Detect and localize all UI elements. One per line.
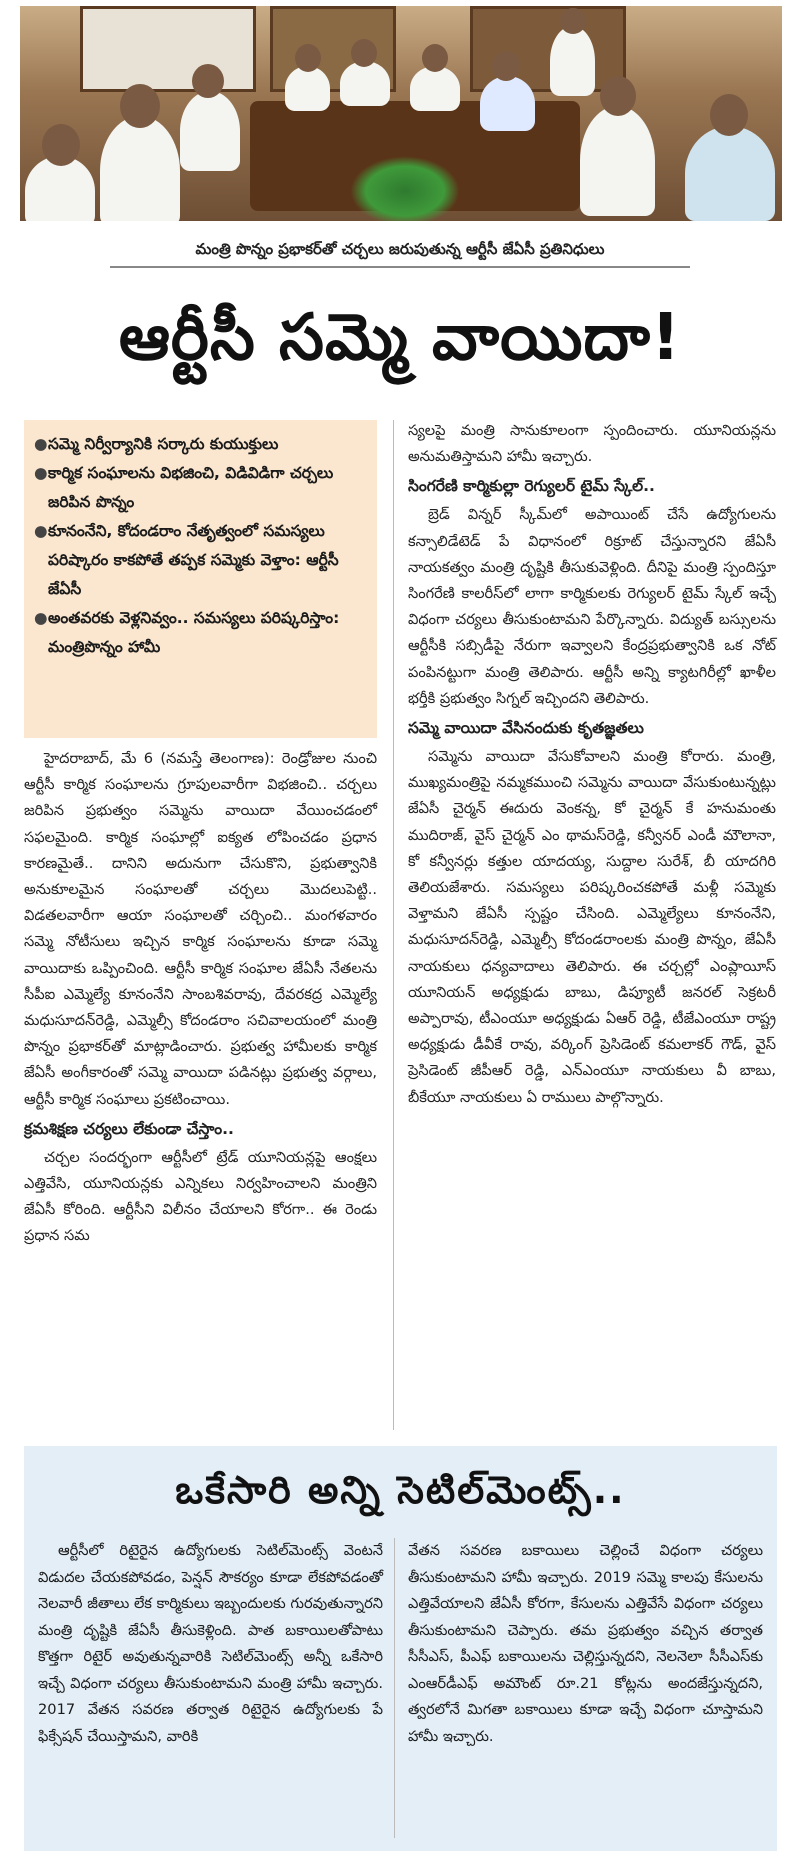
window-left: [80, 6, 256, 92]
person: [480, 76, 535, 131]
person: [285, 66, 330, 111]
highlight-item: ● కూనంనేని, కోదండరాం నేతృత్వంలో సమస్యలు పరిష్కారం కాకపోతే తప్పక సమ్మెకు వెళ్తాం: ఆర్టీసీ జేఏసీ: [34, 517, 367, 604]
left-column: [24, 746, 377, 1250]
person-head: [295, 44, 321, 72]
box-left-column: [38, 1538, 383, 1750]
highlight-item: ● అంతవరకు వెళ్లనివ్వం.. సమస్యలు పరిష్కరిస్తాం: మంత్రిపొన్నం హామీ: [34, 604, 367, 662]
bullet-icon: ●: [34, 609, 48, 627]
subheading: క్రమశిక్షణ చర్యలు లేకుండా చేస్తాం..: [24, 1119, 234, 1138]
person: [410, 66, 460, 111]
person-head: [351, 39, 377, 67]
person: [550, 26, 595, 96]
headline: ఆర్టీసీ సమ్మె వాయిదా!: [118, 301, 682, 375]
person-head: [600, 76, 636, 116]
paragraph: చర్చల సందర్భంగా ఆర్టీసీలో ట్రేడ్ యూనియన్లపై ఆంక్షలు ఎత్తివేసి, యూనియన్లకు ఎన్నికలు నిర్వహించాలని మంత్రిని జేఏసీ కోరింది. ఆర్టీసీని విలీనం చేయాలని కోరగా.. ఈ రెండు ప్రధాన సమ: [24, 1148, 377, 1245]
bullet-icon: ●: [34, 522, 48, 540]
column-divider: [393, 420, 394, 1430]
highlight-item: ● కార్మిక సంఘాలను విభజించి, విడివిడిగా చర్చలు జరిపిన పొన్నం: [34, 459, 367, 517]
highlights-box: [24, 420, 377, 738]
person-head: [710, 94, 748, 136]
meeting-photo: [20, 6, 782, 221]
bullet-icon: ●: [34, 435, 48, 453]
box-title: ఒకేసారి అన్ని సెటిల్‌మెంట్స్..: [175, 1468, 626, 1512]
person-head: [42, 124, 80, 166]
person-head: [560, 8, 586, 34]
right-column: [408, 418, 776, 1111]
subheading: సింగరేణి కార్మికుల్లా రెగ్యులర్ టైమ్ స్కేల్..: [408, 477, 655, 496]
plant: [350, 156, 460, 221]
dateline-paragraph: హైదరాబాద్, మే 6 (నమస్తే తెలంగాణ): రెండ్రోజుల నుంచి ఆర్టీసీ కార్మిక సంఘాలను గ్రూపులవారీగా విభజించి.. చర్చలు జరిపిన ప్రభుత్వం సమ్మెను వాయిదా వేయించడంలో సఫలమైంది. కార్మిక సంఘాల్లో ఐక్యత లోపించడం ప్రధాన కారణమైతే.. దానిని అదునుగా చేసుకొని, ప్రభుత్వానికి అనుకూలమైన సంఘాలతో చర్చలు మొదలుపెట్టి.. విడతలవారీగా ఆయా సంఘాలతో చర్చించి.. మంగళవారం సమ్మె నోటీసులు ఇచ్చిన కార్మిక సంఘాలను కూడా సమ్మె వాయిదాకు ఒప్పించింది. ఆర్టీసీ కార్మిక సంఘాల జేఏసీ నేతలను సీపీఐ ఎమ్మెల్యే కూనంనేని సాంబశివరావు, దేవరకద్ర ఎమ్మెల్యే మధుసూదన్‌రెడ్డి, ఎమ్మెల్సీ కోదండరాం సచివాలయంలో మంత్రి పొన్నం ప్రభాకర్‌తో మాట్లాడించారు. ప్రభుత్వ హామీలకు కార్మిక జేఏసీ అంగీకారంతో సమ్మె వాయిదా పడినట్లు ప్రభుత్వ వర్గాలు, ఆర్టీసీ కార్మిక సంఘాలు ప్రకటించాయి.: [24, 750, 377, 1108]
paragraph: వేతన సవరణ బకాయిలు చెల్లించే విధంగా చర్యలు తీసుకుంటామని హామీ ఇచ్చారు. 2019 సమ్మె కాలపు కేసులను ఎత్తివేయాలని జేఏసీ కోరగా, కేసులను ఎత్తివేసే విధంగా చర్యలు తీసుకుంటామని చెప్పారు. తమ ప్రభుత్వం వచ్చిన తర్వాత సీసీఎస్, పీఎఫ్ బకాయిలను చెల్లిస్తున్నదని, నెలనెలా సీసీఎస్‌కు ఎంఆర్‌డీఎఫ్ అమౌంట్ రూ.21 కోట్లను అందజేస్తున్నదని, త్వరలోనే మిగతా బకాయిలు కూడా ఇచ్చే విధంగా చూస్తామని హామీ ఇచ్చారు.: [408, 1542, 763, 1745]
paragraph: సమ్మెను వాయిదా వేసుకోవాలని మంత్రి కోరారు. మంత్రి, ముఖ్యమంత్రిపై నమ్మకముంచి సమ్మెను వాయిదా వేసుకుంటున్నట్లు జేఏసీ చైర్మన్ ఈదురు వెంకన్న, కో చైర్మన్ కే హనుమంతు ముదిరాజ్, వైస్ చైర్మన్ ఎం థామస్‌రెడ్డి, కన్వీనర్ ఎండీ మౌలానా, కో కన్వీనర్లు కత్తుల యాదయ్య, సుద్దాల సురేశ్, బీ యాదగిరి తెలియజేశారు. సమస్యలు పరిష్కరించకపోతే మళ్లీ సమ్మెకు వెళ్తామని జేఏసీ స్పష్టం చేసింది. ఎమ్మెల్యేలు కూనంనేని, మధుసూదన్‌రెడ్డి, ఎమ్మెల్సీ కోదండరాంలకు మంత్రి పొన్నం, జేఏసీ నాయకులు ధన్యవాదాలు తెలిపారు. ఈ చర్చల్లో ఎంప్లాయీస్ యూనియన్ అధ్యక్షుడు బాబు, డిప్యూటీ జనరల్ సెక్రటరీ అప్పారావు, టీఎంయూ అధ్యక్షుడు ఏఆర్ రెడ్డి, టీజేఎంయూ రాష్ట్ర అధ్యక్షుడు డీవీకే రావు, వర్కింగ్ ప్రెసిడెంట్ కమలాకర్ గౌడ్, వైస్ ప్రెసిడెంట్ జీపీఆర్ రెడ్డి, ఎన్ఎంయూ నాయకులు వీ బాబు, బీకేయూ నాయకులు ఏ రాములు పాల్గొన్నారు.: [408, 748, 776, 1106]
paragraph: ఆర్టీసీలో రిటైరైన ఉద్యోగులకు సెటిల్‌మెంట్స్ వెంటనే విడుదల చేయకపోవడం, పెన్షన్ సౌకర్యం కూడా లేకపోవడంతో నెలవారీ జీతాలు లేక కార్మికులు ఇబ్బందులకు గురవుతున్నారని మంత్రి దృష్టికి జేఏసీ తీసుకెళ్లింది. పాత బకాయిలతోపాటు కొత్తగా రిటైర్ అవుతున్నవారికి సెటిల్‌మెంట్స్ అన్నీ ఒకేసారి ఇచ్చే విధంగా చర్యలు తీసుకుంటామని మంత్రి హామీ ఇచ్చారు. 2017 వేతన సవరణ తర్వాత రిటైరైన ఉద్యోగులకు పే ఫిక్సేషన్ చేయిస్తామని, వారికి: [38, 1542, 383, 1745]
photo-caption: మంత్రి పొన్నం ప్రభాకర్‌తో చర్చలు జరుపుతున్న ఆర్టీసీ జేఏసీ ప్రతినిధులు: [110, 236, 690, 268]
person: [685, 126, 775, 221]
person: [180, 91, 240, 171]
person-head: [192, 64, 224, 98]
box-divider: [394, 1538, 395, 1838]
bullet-icon: ●: [34, 464, 48, 482]
person-head: [492, 51, 520, 81]
highlight-item: ● సమ్మె నిర్వీర్యానికి సర్కారు కుయుక్తులు: [34, 430, 367, 459]
person: [340, 61, 390, 106]
person-head: [422, 44, 448, 72]
person: [100, 116, 180, 221]
box-right-column: [408, 1538, 763, 1750]
paragraph: బ్రెడ్ విన్నర్ స్కీమ్‌లో అపాయింట్ చేసే ఉద్యోగులను కన్సాలిడేటెడ్ పే విధానంలో రిక్రూట్ చేస్తున్నారని జేఏసీ నాయకత్వం మంత్రి దృష్టికి తీసుకువెళ్లింది. దీనిపై మంత్రి స్పందిస్తూ సింగరేణి కాలరీస్‌లో లాగా కార్మికులకు రెగ్యులర్ టైమ్ స్కేల్ ఇచ్చే విధంగా చర్యలు తీసుకుంటామని పేర్కొన్నారు. విద్యుత్ బస్సులను ఆర్టీసీకి సబ్సిడీపై నేరుగా ఇవ్వాలని కేంద్రప్రభుత్వానికి ఒక నోట్ పంపినట్టుగా మంత్రి తెలిపారు. ఆర్టీసీ అన్ని క్యాటగిరీల్లో ఖాళీల భర్తీకి ప్రభుత్వం సిగ్నల్ ఇచ్చిందని తెలిపారు.: [408, 506, 776, 707]
settlements-box: [24, 1446, 777, 1851]
person: [580, 106, 655, 216]
subheading: సమ్మె వాయిదా వేసినందుకు కృతజ్ఞతలు: [408, 719, 644, 738]
person-head: [120, 84, 160, 128]
paragraph: స్యలపై మంత్రి సానుకూలంగా స్పందించారు. యూనియన్లను అనుమతిస్తామని హామీ ఇచ్చారు.: [408, 422, 776, 466]
